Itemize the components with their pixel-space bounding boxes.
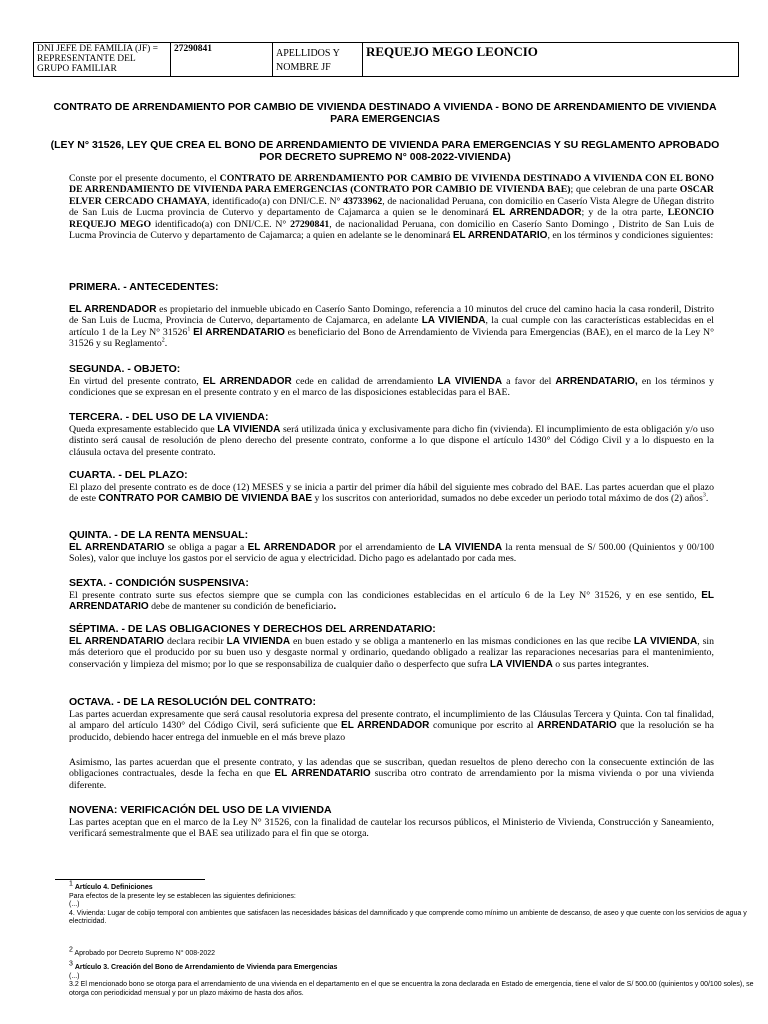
section-sexta-text: El presente contrato surte sus efectos siempre que se cumpla con las condiciones establecidas en el artículo 6 de la Ley N° 31526, y en ese sentido, EL ARRENDATARIO debe de mantener su condición de beneficiario. <box>69 590 714 613</box>
section-sexta-heading: SEXTA. - CONDICIÓN SUSPENSIVA: <box>69 577 249 589</box>
section-quinta-text: EL ARRENDATARIO se obliga a pagar a EL ARRENDADOR por el arrendamiento de LA VIVIENDA la renta mensual de S/ 500.00 (Quinientos y 00/100 Soles), valor que incluye los gastos por el servicio de agua y electricidad. Dicho pago es adelantado por cada mes. <box>69 542 715 565</box>
section-cuarta-heading: CUARTA. - DEL PLAZO: <box>69 469 188 481</box>
dni-label: DNI JEFE DE FAMILIA (JF) = REPRESENTANTE DEL GRUPO FAMILIAR <box>34 43 171 77</box>
section-segunda-text: En virtud del presente contrato, EL ARRENDADOR cede en calidad de arrendamiento LA VIVIENDA a favor del ARRENDATARIO, en los términos y condiciones que se expresan en el presente contrato y en el marco de las disposiciones establecidas para el BAE. <box>69 376 714 399</box>
footnote-1: $^1$ Artículo 4. Definiciones Para efectos de la presente ley se establecen las siguientes definiciones: (...) 4. Vivienda: Lugar de cobijo temporal con ambientes que satisfacen las necesidades básicas del damnificado y que comprende como mínimo un ambiente de descanso, de aseo y que cuente con los servicios de agua y electricidad. <box>69 880 747 926</box>
name-value: REQUEJO MEGO LEONCIO <box>363 43 739 77</box>
section-tercera-heading: TERCERA. - DEL USO DE LA VIVIENDA: <box>69 411 269 423</box>
section-tercera-text: Queda expresamente establecido que LA VIVIENDA será utilizada única y exclusivamente para dicho fin (vivienda). El incumplimiento de esta obligación y/o uso distinto será causal de resolución de pleno derecho del presente contrato, conforme a lo que dispone el artículo 1430° del Código Civil y a lo dispuesto en la cláusula octava del presente contrato. <box>69 424 714 458</box>
section-octava-text-2: Asimismo, las partes acuerdan que el presente contrato, y las adendas que se suscriban, quedan resueltos de pleno derecho con la consecuente extinción de las obligaciones contractuales, desde la fecha en que EL ARRENDATARIO suscriba otro contrato de arrendamiento por la misma vivienda o por una vivienda diferente. <box>69 757 714 791</box>
section-octava-heading: OCTAVA. - DE LA RESOLUCIÓN DEL CONTRATO: <box>69 696 316 708</box>
section-primera-text: EL ARRENDADOR es propietario del inmueble ubicado en Caserío Santo Domingo, referencia a 10 minutos del cruce del camino hacia la casa ronderil, Distrito de San Luis de Lucma, Provincia de Cutervo, departamento de Cajamarca, en adelante LA VIVIENDA, la cual cumple con las características establecidas en el artículo 1 de la Ley N° 31526$^1$ El ARRENDATARIO es beneficiario del Bono de Arrendamiento de Vivienda para Emergencias (BAE), en el marco de la Ley N° 31526 y su Reglamento$^2$. <box>69 304 715 350</box>
beneficiary-header-table <box>33 42 739 77</box>
section-octava-text: Las partes acuerdan expresamente que será causal resolutoria expresa del presente contrato, el incumplimiento de las Cláusulas Tercera y Quinta. Con tal finalidad, al amparo del artículo 1430° del Código Civil, será suficiente que EL ARRENDADOR comunique por escrito al ARRENDATARIO que la resolución se ha producido, debiendo hacer entrega del inmueble en el más breve plazo <box>69 709 714 743</box>
section-novena-heading: NOVENA: VERIFICACIÓN DEL USO DE LA VIVIENDA <box>69 804 332 816</box>
dni-value: 27290841 <box>171 43 273 77</box>
section-cuarta-text: El plazo del presente contrato es de doce (12) MESES y se inicia a partir del primer día hábil del siguiente mes cobrado del BAE. Las partes acuerdan que el plazo de este CONTRATO POR CAMBIO DE VIVIENDA BAE y los suscritos con anterioridad, sumados no debe exceder un periodo total máximo de dos (2) años$^3$. <box>69 482 714 505</box>
footnote-2: $^2$ Aprobado por Decreto Supremo N° 008-2022 <box>69 946 216 957</box>
section-novena-text: Las partes aceptan que en el marco de la Ley N° 31526, con la finalidad de cautelar los recursos públicos, el Ministerio de Vivienda, Construcción y Saneamiento, verificará semestralmente que el BAE sea utilizado para el fin que se otorga. <box>69 817 714 840</box>
section-segunda-heading: SEGUNDA. - OBJETO: <box>69 363 181 375</box>
law-reference-title: (LEY N° 31526, LEY QUE CREA EL BONO DE ARRENDAMIENTO DE VIVIENDA PARA EMERGENCIAS Y SU REGLAMENTO APROBADO POR DECRETO SUPREMO N° 008-2022-VIVIENDA) <box>50 139 720 163</box>
section-primera-heading: PRIMERA. - ANTECEDENTES: <box>69 281 219 293</box>
intro-paragraph: Conste por el presente documento, el CONTRATO DE ARRENDAMIENTO POR CAMBIO DE VIVIENDA DESTINADO A VIVIENDA CON EL BONO DE ARRENDAMIENTO DE VIVIENDA PARA EMERGENCIAS (CONTRATO POR CAMBIO DE VIVIENDA BAE); que celebran de una parte OSCAR ELVER CERCADO CHAMAYA, identificado(a) con DNI/C.E. N° 43733962, de nacionalidad Peruana, con domicilio en Caserío Vista Alegre de Uñegan distrito de San Luis de Lucma provincia de Cutervo y departamento de Cajamarca a quien se le denominará EL ARRENDADOR; y de la otra parte, LEONCIO REQUEJO MEGO identificado(a) con DNI/C.E. N° 27290841, de nacionalidad Peruana, con domicilio en Caserío Santo Domingo , Distrito de San Luis de Lucma Provincia de Cutervo y departamento de Cajamarca; a quien en adelante se le denominará EL ARRENDATARIO, en los términos y condiciones siguientes: <box>69 173 715 242</box>
section-septima-text: EL ARRENDATARIO declara recibir LA VIVIENDA en buen estado y se obliga a mantenerlo en las mismas condiciones en las que recibe LA VIVIENDA, sin más deterioro que el producido por su buen uso y desgaste normal y ordinario, quedando obligado a realizar las reparaciones necesarias para el mantenimiento, conservación y limpieza del mismo; por lo que se responsabiliza de cualquier daño o desperfecto que sufra LA VIVIENDA o sus partes integrantes. <box>69 636 715 670</box>
footnote-separator <box>55 879 205 880</box>
section-septima-heading: SÉPTIMA. - DE LAS OBLIGACIONES Y DERECHOS DEL ARRENDATARIO: <box>69 623 436 635</box>
contract-title: CONTRATO DE ARRENDAMIENTO POR CAMBIO DE VIVIENDA DESTINADO A VIVIENDA - BONO DE ARRENDAMIENTO DE VIVIENDA PARA EMERGENCIAS <box>53 101 717 125</box>
footnote-3: $^3$ Artículo 3. Creación del Bono de Arrendamiento de Vivienda para Emergencias (...) 3.2 El mencionado bono se otorga para el arrendamiento de una vivienda en el departamento en el que se encuentra la zona declarada en Estado de emergencia, tiene el valor de S/ 500.00 (quinientos y 00/100 soles), se otorga con periodicidad mensual y por un plazo máximo de hasta dos años. <box>69 960 754 997</box>
section-quinta-heading: QUINTA. - DE LA RENTA MENSUAL: <box>69 529 249 541</box>
name-label: APELLIDOS Y NOMBRE JF <box>273 43 363 77</box>
